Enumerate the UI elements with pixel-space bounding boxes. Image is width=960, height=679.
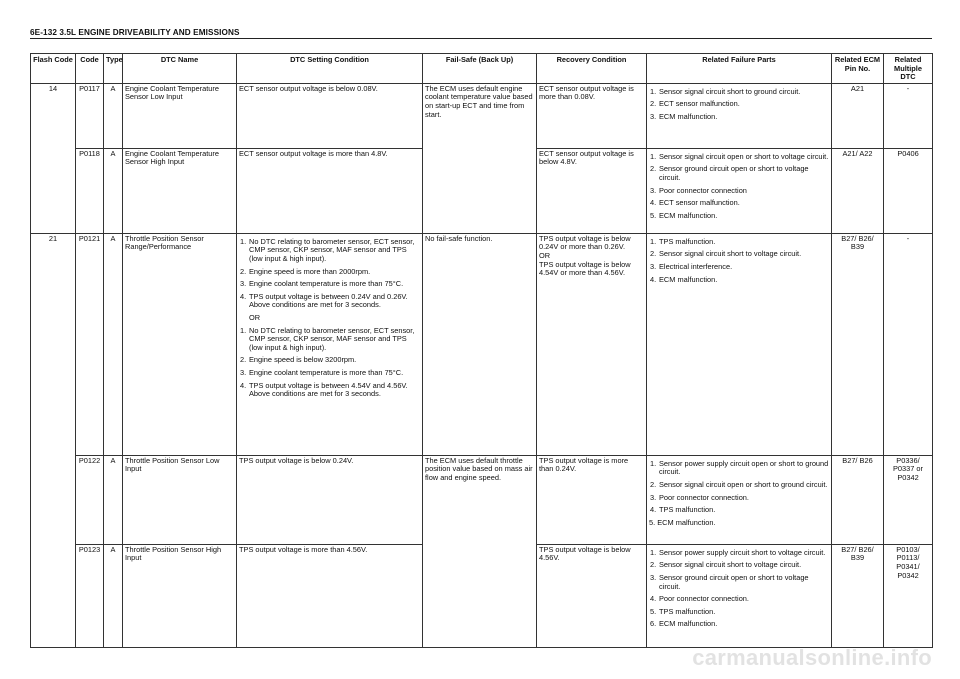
cell-recovery-condition: ECT sensor output voltage is below 4.8V.	[537, 148, 647, 233]
cell-setting-condition	[237, 233, 423, 455]
cell-code: P0123	[76, 544, 104, 647]
list-item: 4. TPS malfunction.	[650, 505, 716, 515]
list-item: 4. ECT sensor malfunction.	[650, 198, 740, 208]
cell-type: A	[104, 544, 123, 647]
list-item: 4. ECM malfunction.	[650, 274, 718, 284]
cell-failure-parts	[647, 233, 832, 455]
recovery-condition-2: TPS output voltage is below 4.54V or more than 4.56V.	[539, 259, 631, 278]
list-item: 2. Engine speed is more than 2000rpm.	[240, 266, 371, 276]
setting-condition-list-a	[239, 238, 420, 310]
cell-fail-safe: No fail-safe function.	[423, 233, 537, 455]
cell-setting-condition: TPS output voltage is below 0.24V.	[237, 455, 423, 544]
list-item: 1. Sensor power supply circuit open or short to ground circuit.	[650, 458, 829, 477]
col-header-setting-condition: DTC Setting Condition	[237, 54, 423, 84]
cell-flash-code: 21	[31, 233, 76, 647]
cell-code: P0118	[76, 148, 104, 233]
watermark-text: carmanualsonline.info	[692, 645, 932, 670]
cell-multiple-dtc: P0336/ P0337 or P0342	[884, 455, 933, 544]
col-header-ecm-pin: Related ECM Pin No.	[832, 54, 884, 84]
list-item: 3. Engine coolant temperature is more than 75°C.	[240, 367, 404, 377]
failure-parts-list	[649, 549, 829, 629]
cell-recovery-condition: TPS output voltage is below 4.56V.	[537, 544, 647, 647]
cell-ecm-pin: B27/ B26	[832, 455, 884, 544]
table-row-p0122	[31, 455, 933, 544]
cell-recovery-condition	[537, 233, 647, 455]
failure-parts-list	[649, 238, 829, 284]
cell-dtc-name: Throttle Position Sensor Range/Performance	[123, 233, 237, 455]
cell-setting-condition: ECT sensor output voltage is more than 4.8V.	[237, 148, 423, 233]
recovery-or-separator: OR	[539, 250, 551, 260]
list-item: 1. TPS malfunction.	[650, 236, 716, 246]
setting-or-separator: OR	[249, 312, 261, 322]
list-item: 2. ECT sensor malfunction.	[650, 99, 740, 109]
col-header-flash-code: Flash Code	[31, 54, 76, 84]
failure-parts-list	[649, 88, 829, 122]
cell-failure-parts	[647, 83, 832, 148]
setting-condition-list-b	[239, 327, 420, 399]
col-header-type: Type	[104, 54, 123, 84]
list-item: 6. ECM malfunction.	[650, 619, 718, 629]
recovery-condition-1: TPS output voltage is below 0.24V or more than 0.26V.	[539, 233, 631, 252]
list-item: 3. Sensor ground circuit open or short to voltage circuit.	[650, 572, 809, 591]
header-divider	[30, 38, 932, 39]
list-item: 3. Engine coolant temperature is more than 75°C.	[240, 279, 404, 289]
table-row-p0121	[31, 233, 933, 455]
cell-ecm-pin: A21/ A22	[832, 148, 884, 233]
cell-type: A	[104, 455, 123, 544]
list-item: 3. Poor connector connection	[650, 185, 747, 195]
cell-multiple-dtc: P0103/ P0113/ P0341/ P0342	[884, 544, 933, 647]
cell-multiple-dtc: -	[884, 83, 933, 148]
page-header-title: 6E-132 3.5L ENGINE DRIVEABILITY AND EMISSIONS	[30, 28, 240, 37]
list-item: 5. ECM malfunction.	[650, 210, 718, 220]
failure-parts-list	[649, 460, 829, 528]
list-item: 4. Poor connector connection.	[650, 594, 749, 604]
table-header-row	[31, 54, 933, 84]
cell-multiple-dtc: P0406	[884, 148, 933, 233]
cell-type: A	[104, 83, 123, 148]
list-item: 1. Sensor signal circuit open or short to voltage circuit.	[650, 151, 829, 161]
list-item: 3. ECM malfunction.	[650, 111, 718, 121]
list-item: 1. No DTC relating to barometer sensor, ECT sensor, CMP sensor, CKP sensor, MAF sensor and TPS (low input & high input).	[240, 236, 415, 263]
col-header-dtc-name: DTC Name	[123, 54, 237, 84]
cell-fail-safe: The ECM uses default engine coolant temperature value based on start-up ECT and time from start.	[423, 83, 537, 233]
cell-code: P0121	[76, 233, 104, 455]
cell-fail-safe: The ECM uses default throttle position value based on mass air flow and engine speed.	[423, 455, 537, 647]
col-header-recovery-condition: Recovery Condition	[537, 54, 647, 84]
cell-code: P0122	[76, 455, 104, 544]
cell-dtc-name: Throttle Position Sensor High Input	[123, 544, 237, 647]
table-row-p0117	[31, 83, 933, 148]
cell-setting-condition: ECT sensor output voltage is below 0.08V.	[237, 83, 423, 148]
list-item: 2. Sensor signal circuit open or short to ground circuit.	[650, 479, 828, 489]
cell-multiple-dtc: -	[884, 233, 933, 455]
cell-code: P0117	[76, 83, 104, 148]
list-item: 2. Engine speed is below 3200rpm.	[240, 355, 357, 365]
cell-setting-condition: TPS output voltage is more than 4.56V.	[237, 544, 423, 647]
list-item: 2. Sensor ground circuit open or short to voltage circuit.	[650, 164, 809, 182]
cell-type: A	[104, 148, 123, 233]
list-item: 2. Sensor signal circuit short to voltage circuit.	[650, 249, 802, 259]
dtc-table	[30, 53, 933, 648]
cell-failure-parts	[647, 455, 832, 544]
cell-recovery-condition: ECT sensor output voltage is more than 0.08V.	[537, 83, 647, 148]
col-header-code: Code	[76, 54, 104, 84]
cell-failure-parts	[647, 148, 832, 233]
cell-flash-code: 14	[31, 83, 76, 233]
cell-dtc-name: Throttle Position Sensor Low Input	[123, 455, 237, 544]
list-item: 3. Poor connector connection.	[650, 492, 749, 502]
cell-dtc-name: Engine Coolant Temperature Sensor Low Input	[123, 83, 237, 148]
col-header-multiple-dtc: Related Multiple DTC	[884, 54, 933, 84]
list-item: 5. ECM malfunction.	[649, 517, 716, 527]
failure-parts-list	[649, 153, 829, 221]
list-item: 4. TPS output voltage is between 4.54V and 4.56V. Above conditions are met for 3 seconds.	[240, 380, 408, 399]
list-item: 2. Sensor signal circuit short to voltage circuit.	[650, 560, 802, 570]
cell-ecm-pin: A21	[832, 83, 884, 148]
list-item: 1. Sensor power supply circuit short to voltage circuit.	[650, 547, 826, 557]
cell-ecm-pin: B27/ B26/ B39	[832, 544, 884, 647]
cell-recovery-condition: TPS output voltage is more than 0.24V.	[537, 455, 647, 544]
cell-type: A	[104, 233, 123, 455]
list-item: 1. No DTC relating to barometer sensor, ECT sensor, CMP sensor, CKP sensor, MAF sensor and TPS (low input & high input).	[240, 325, 415, 352]
list-item: 5. TPS malfunction.	[650, 606, 716, 616]
col-header-related-failure-parts: Related Failure Parts	[647, 54, 832, 84]
cell-dtc-name: Engine Coolant Temperature Sensor High Input	[123, 148, 237, 233]
cell-failure-parts	[647, 544, 832, 647]
list-item: 4. TPS output voltage is between 0.24V and 0.26V. Above conditions are met for 3 seconds.	[240, 291, 408, 310]
list-item: 3. Electrical interference.	[650, 261, 733, 271]
cell-ecm-pin: B27/ B26/ B39	[832, 233, 884, 455]
list-item: 1. Sensor signal circuit short to ground circuit.	[650, 86, 801, 96]
col-header-fail-safe: Fail-Safe (Back Up)	[423, 54, 537, 84]
